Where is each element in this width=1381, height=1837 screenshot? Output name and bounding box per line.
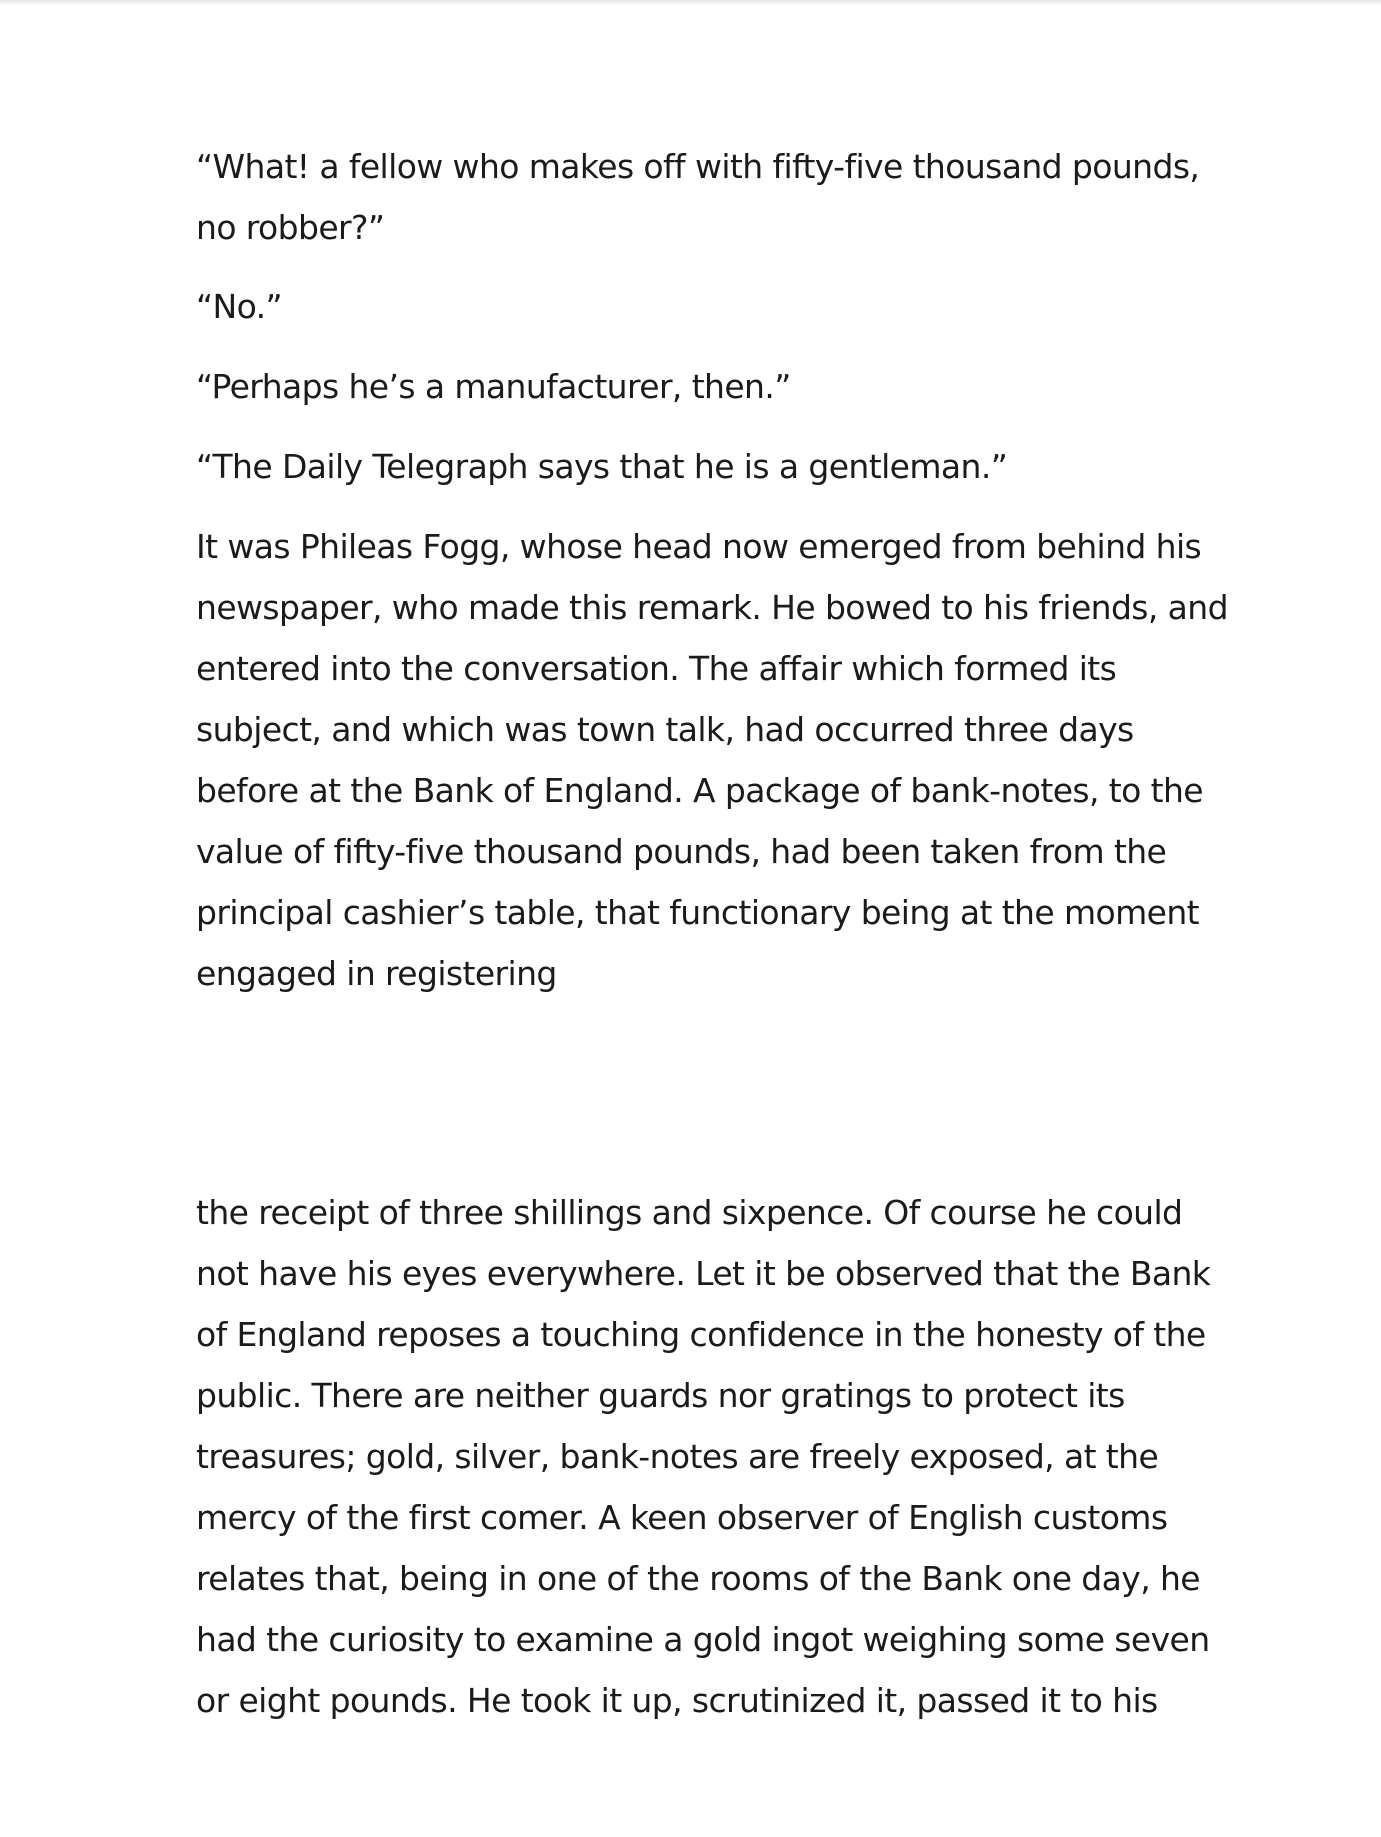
text-line: treasures; gold, silver, bank-notes are freely exposed, at the [196, 1437, 1159, 1476]
text-line: engaged in registering [196, 954, 557, 993]
text-line: “Perhaps he’s a manufacturer, then.” [196, 367, 791, 406]
text-line: “No.” [196, 287, 282, 326]
text-line: It was Phileas Fogg, whose head now emerged from behind his [196, 527, 1202, 566]
text-line: newspaper, who made this remark. He bowed to his friends, and [196, 588, 1228, 627]
text-line: had the curiosity to examine a gold ingot weighing some seven [196, 1620, 1210, 1659]
document-page [196, 0, 1228, 1837]
text-line: not have his eyes everywhere. Let it be observed that the Bank [196, 1254, 1211, 1293]
text-line: “The Daily Telegraph says that he is a gentleman.” [196, 447, 1008, 486]
text-line: “What! a fellow who makes off with fifty-five thousand pounds, [196, 147, 1200, 186]
text-line: before at the Bank of England. A package of bank-notes, to the [196, 771, 1203, 810]
text-line: principal cashier’s table, that functionary being at the moment [196, 893, 1200, 932]
text-line: subject, and which was town talk, had occurred three days [196, 710, 1134, 749]
text-line: mercy of the first comer. A keen observer of English customs [196, 1498, 1168, 1537]
text-line: or eight pounds. He took it up, scrutinized it, passed it to his [196, 1681, 1158, 1720]
text-line: public. There are neither guards nor gratings to protect its [196, 1376, 1125, 1415]
text-line: value of fifty-five thousand pounds, had been taken from the [196, 832, 1167, 871]
text-line: entered into the conversation. The affair which formed its [196, 649, 1117, 688]
text-line: no robber?” [196, 208, 385, 247]
text-line: of England reposes a touching confidence in the honesty of the [196, 1315, 1206, 1354]
text-line: relates that, being in one of the rooms of the Bank one day, he [196, 1559, 1201, 1598]
text-line: the receipt of three shillings and sixpence. Of course he could [196, 1193, 1183, 1232]
